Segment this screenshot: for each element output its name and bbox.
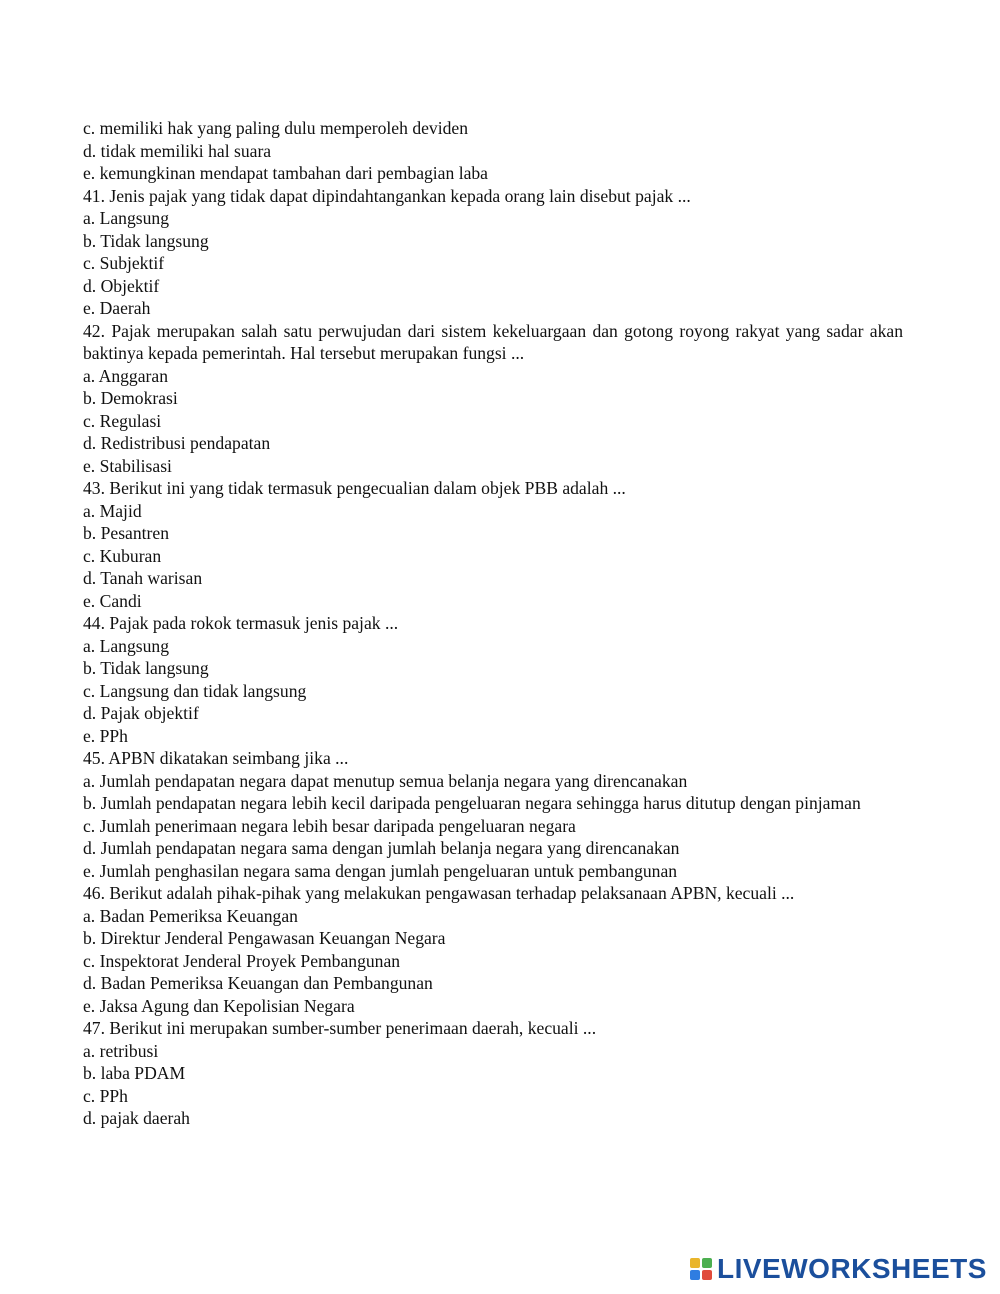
liveworksheets-icon <box>690 1258 712 1280</box>
liveworksheets-logo <box>690 1252 987 1286</box>
option-line: e. Jaksa Agung dan Kepolisian Negara <box>83 995 355 1016</box>
option-line: c. Subjektif <box>83 253 165 273</box>
option-line: b. Direktur Jenderal Pengawasan Keuangan Negara <box>83 928 446 948</box>
option-line: c. Regulasi <box>83 410 162 431</box>
option-line: d. pajak daerah <box>83 1108 190 1128</box>
logo-square <box>690 1270 700 1280</box>
option-line: e. Daerah <box>83 298 151 318</box>
option-line: b. Demokrasi <box>83 388 178 408</box>
question-43: 43. Berikut ini yang tidak termasuk pengecualian dalam objek PBB adalah ... <box>83 478 626 498</box>
option-line: d. Jumlah pendapatan negara sama dengan jumlah belanja negara yang direncanakan <box>83 838 680 858</box>
option-line: b. laba PDAM <box>83 1063 186 1083</box>
option-line: d. Objektif <box>83 275 160 296</box>
option-line: d. Tanah warisan <box>83 568 203 588</box>
option-line: e. kemungkinan mendapat tambahan dari pembagian laba <box>83 163 488 183</box>
brand-text: LIVEWORKSHEETS <box>717 1253 987 1284</box>
option-line: c. Langsung dan tidak langsung <box>83 680 307 701</box>
option-line: a. Langsung <box>83 635 169 656</box>
option-line: b. Tidak langsung <box>83 230 209 251</box>
option-line: e. PPh <box>83 725 128 746</box>
option-line: b. Jumlah pendapatan negara lebih kecil daripada pengeluaran negara sehingga harus ditutup dengan pinjaman <box>83 793 861 813</box>
question-42: 42. Pajak merupakan salah satu perwujudan dari sistem kekeluargaan dan gotong royong rakyat yang sadar akan baktinya kepada pemerintah. Hal tersebut merupakan fungsi ... <box>83 320 903 363</box>
option-line: c. Inspektorat Jenderal Proyek Pembangunan <box>83 950 401 971</box>
option-line: b. Pesantren <box>83 523 169 543</box>
option-line: d. Badan Pemeriksa Keuangan dan Pembangunan <box>83 973 433 993</box>
option-line: a. retribusi <box>83 1040 159 1061</box>
option-line: a. Langsung <box>83 208 169 228</box>
option-line: c. PPh <box>83 1085 128 1106</box>
logo-square <box>690 1258 700 1268</box>
option-line: a. Majid <box>83 500 142 521</box>
option-line: e. Stabilisasi <box>83 455 172 476</box>
option-line: a. Badan Pemeriksa Keuangan <box>83 905 298 926</box>
question-41: 41. Jenis pajak yang tidak dapat dipindahtangankan kepada orang lain disebut pajak ... <box>83 185 691 206</box>
logo-square <box>702 1258 712 1268</box>
option-line: b. Tidak langsung <box>83 658 209 678</box>
option-line: a. Anggaran <box>83 365 169 386</box>
option-line: a. Jumlah pendapatan negara dapat menutup semua belanja negara yang direncanakan <box>83 770 688 791</box>
option-line: d. tidak memiliki hal suara <box>83 140 272 161</box>
option-line: d. Redistribusi pendapatan <box>83 433 271 453</box>
option-line: d. Pajak objektif <box>83 703 199 723</box>
logo-square <box>702 1270 712 1280</box>
question-47: 47. Berikut ini merupakan sumber-sumber penerimaan daerah, kecuali ... <box>83 1018 597 1038</box>
option-line: e. Jumlah penghasilan negara sama dengan jumlah pengeluaran untuk pembangunan <box>83 860 678 881</box>
option-line: c. Jumlah penerimaan negara lebih besar daripada pengeluaran negara <box>83 815 576 836</box>
option-line: e. Candi <box>83 590 142 611</box>
question-46: 46. Berikut adalah pihak-pihak yang melakukan pengawasan terhadap pelaksanaan APBN, kecuali ... <box>83 883 795 903</box>
question-44: 44. Pajak pada rokok termasuk jenis pajak ... <box>83 613 399 633</box>
option-line: c. memiliki hak yang paling dulu memperoleh deviden <box>83 118 469 138</box>
question-45: 45. APBN dikatakan seimbang jika ... <box>83 748 349 768</box>
document-body <box>83 117 903 1130</box>
option-line: c. Kuburan <box>83 545 162 566</box>
